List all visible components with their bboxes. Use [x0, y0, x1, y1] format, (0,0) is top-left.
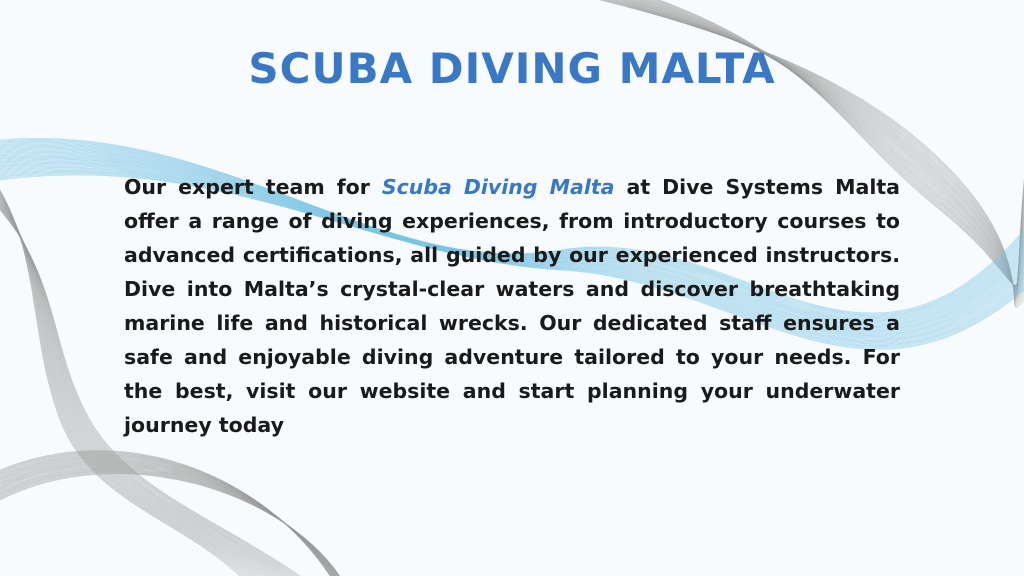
page-title: SCUBA DIVING MALTA — [248, 44, 776, 93]
scuba-diving-malta-link[interactable]: Scuba Diving Malta — [381, 175, 615, 199]
intro-paragraph — [124, 170, 900, 442]
intro-text-start: Our expert team for — [124, 175, 382, 199]
intro-text-end: at Dive Systems Malta offer a range of diving experiences, from introductory courses to advanced certifications, all guided by our experienced instructors. Dive into Malta’s crystal-clear waters and discover breathtaking marine life and historical wrecks. Our dedicated staff ensures a safe and enjoyable diving adventure tailored to your needs. For the best, visit our website and start planning your underwater journey today — [124, 175, 900, 437]
